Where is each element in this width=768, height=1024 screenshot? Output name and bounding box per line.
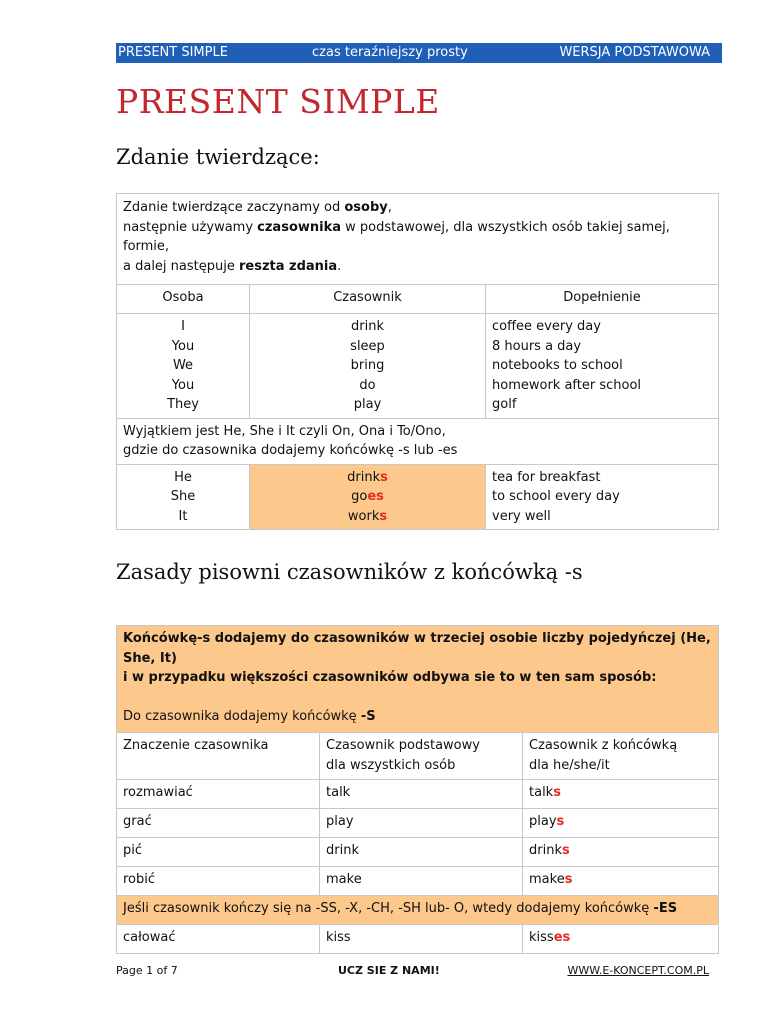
table-row [117,867,719,896]
third-form-cell [523,780,719,809]
verb-ending: s [556,814,565,829]
meaning-cell: całować [117,925,320,954]
meaning-cell: pić [117,838,320,867]
note-row [117,626,719,733]
exception-cell: Wyjątkiem jest He, She i It czyli On, Ona i To/Ono, gdzie do czasownika dodajemy końcówkę -s lub -es [117,418,719,464]
verb-stem: talk [529,785,554,800]
intro-text: a dalej następuje [123,258,239,274]
verb-ending: es [367,489,384,504]
base-cell: make [320,867,523,896]
column-header: Czasownik z końcówką dla he/she/it [523,733,719,780]
third-verbs-cell [250,464,486,530]
table-row [117,780,719,809]
page-title: PRESENT SIMPLE [116,82,440,121]
third-complements-cell: tea for breakfast to school every day very well [486,464,719,530]
rule2-bold: -ES [653,901,678,916]
intro-text: następnie używamy [123,219,258,235]
verb-ending: s [379,508,388,524]
third-form-cell [523,867,719,896]
third-verb [256,468,479,488]
complements-cell: coffee every day 8 hours a day notebooks to school homework after school golf [486,314,719,419]
section-heading-affirmative: Zdanie twierdzące: [116,145,320,169]
verb-ending: s [553,785,561,800]
third-verb [256,487,479,507]
verb-stem: make [529,872,565,887]
table-row [117,925,719,954]
verb-stem: kiss [529,930,554,945]
meaning-cell: grać [117,809,320,838]
rule2-row [117,896,719,925]
base-cell: play [320,809,523,838]
exception-row [117,418,719,464]
verbs-cell: drink sleep bring do play [250,314,486,419]
base-cell: kiss [320,925,523,954]
verb-stem: drink [347,469,381,485]
verb-ending: s [561,843,570,858]
table-row [117,838,719,867]
column-header: Znaczenie czasownika [117,733,320,780]
third-persons-cell: He She It [117,464,250,530]
persons-cell: I You We You They [117,314,250,419]
affirmative-table [116,193,719,530]
meaning-cell: rozmawiać [117,780,320,809]
column-header: Dopełnienie [486,285,719,314]
note-cell [117,626,719,733]
column-header-row [117,285,719,314]
column-header: Czasownik [250,285,486,314]
header-right: WERSJA PODSTAWOWA [559,45,710,60]
intro-bold: reszta zdania [238,258,338,274]
website-link[interactable]: WWW.E-KONCEPT.COM.PL [567,964,709,977]
third-form-cell [523,838,719,867]
verb-stem: drink [529,843,562,858]
rule2-cell [117,896,719,925]
verb-ending: s [380,469,388,485]
table-row [117,809,719,838]
intro-bold: osoby [344,200,388,215]
spelling-table [116,625,719,954]
verb-stem: go [351,489,368,504]
rule2-text: Jeśli czasownik kończy się na -SS, -X, -CH, -SH lub- O, wtedy dodajemy końcówkę [123,901,654,916]
column-header: Czasownik podstawowy dla wszystkich osób [320,733,523,780]
header-left: PRESENT SIMPLE [118,45,228,60]
verb-stem: play [529,814,557,829]
note-rule-text: Do czasownika dodajemy końcówkę [123,709,361,724]
verb-stem: work [347,508,380,524]
column-header-row [117,733,719,780]
regular-persons-row [117,314,719,419]
note-bold: i w przypadku większości czasowników odbywa sie to w ten sam sposób: [123,670,657,685]
page-number: Page 1 of 7 [116,964,178,977]
third-person-row [117,464,719,530]
third-form-cell [523,925,719,954]
intro-cell [117,194,719,285]
intro-text: Zdanie twierdzące zaczynamy od [123,200,345,215]
verb-ending: es [553,930,571,945]
header-bar [116,43,722,63]
meaning-cell: robić [117,867,320,896]
header-middle: czas teraźniejszy prosty [312,45,468,60]
intro-row [117,194,719,285]
footer-slogan: UCZ SIE Z NAMI! [338,964,440,977]
base-cell: drink [320,838,523,867]
base-cell: talk [320,780,523,809]
intro-text: w podstawowej, dla wszystkich osób takiej samej, formie, [123,219,670,254]
intro-bold: czasownika [257,219,342,235]
footer [116,964,709,980]
third-verb [256,507,479,527]
intro-text: , [387,200,392,215]
note-bold: Końcówkę-s dodajemy do czasowników w trzeciej osobie liczby pojedyńczej (He, She, It) [123,631,711,666]
section-heading-spelling: Zasady pisowni czasowników z końcówką -s [116,560,583,584]
third-form-cell [523,809,719,838]
column-header: Osoba [117,285,250,314]
note-rule-bold: -S [360,709,376,724]
intro-text: . [337,258,342,274]
verb-ending: s [564,872,573,887]
